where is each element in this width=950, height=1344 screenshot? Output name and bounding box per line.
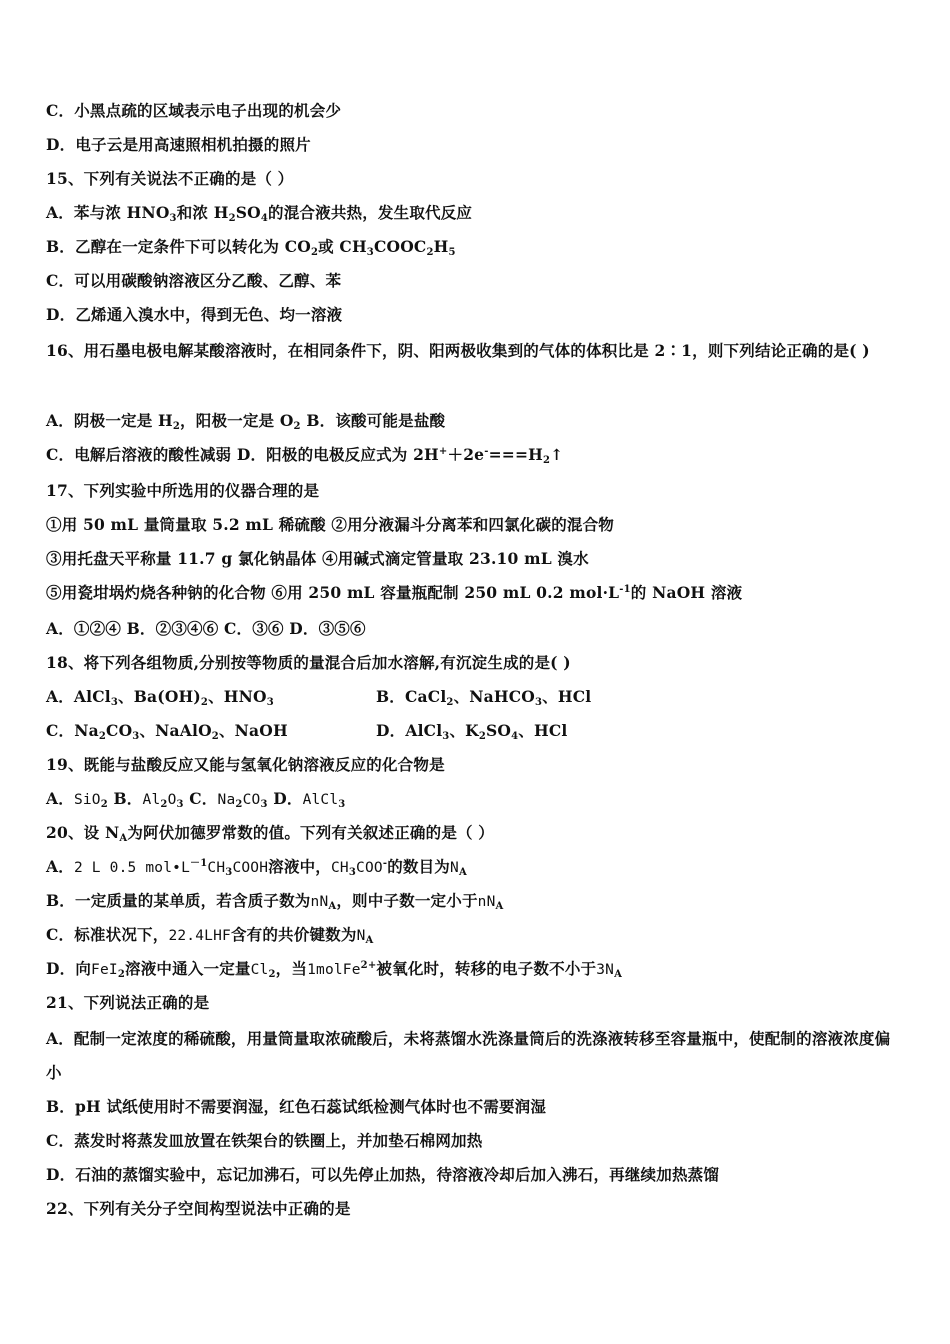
q17-items-5-6: ⑤用瓷坩埚灼烧各种钠的化合物 ⑥用 250 mL 容量瓶配制 250 mL 0.2 $mol\cdot L^{-1}$的 NaOH 溶液 — [46, 583, 743, 602]
q20-option-b: B．一定质量的某单质，若含质子数为$nN_A$，则中子数一定小于$nN_A$ — [46, 891, 504, 912]
q18-options-ab: A．AlCl$_3$、$Ba(OH)_2$、$HNO_3$ B．CaCl$_2$、NaHCO$_3$、HCl — [46, 687, 592, 708]
q17-items-3-4: ③用托盘天平称量 11.7 g 氯化钠晶体 ④用碱式滴定管量取 23.10 mL 溴水 — [46, 549, 589, 568]
q20-option-d: D．向FeI$_2$溶液中通入一定量$Cl_2$，当1molFe$^{2+}$被氧化时，转移的电子数不小于$3N_A$ — [46, 959, 623, 980]
option-c-q14: C．小黑点疏的区域表示电子出现的机会少 — [46, 101, 342, 120]
q15-option-d: D．乙烯通入溴水中，得到无色、均一溶液 — [46, 305, 343, 324]
q16-options-ab: A．阴极一定是 $H_2$，阳极一定是 $O_2$ B．该酸可能是盐酸 — [46, 411, 446, 432]
question-19: 19、既能与盐酸反应又能与氢氧化钠溶液反应的化合物是 — [46, 755, 445, 774]
q15-option-b: B．乙醇在一定条件下可以转化为 $CO_2$或 $CH_3COOC_2H_5$ — [46, 237, 456, 258]
question-15: 15、下列有关说法不正确的是（ ） — [46, 169, 294, 188]
question-16: 16、用石墨电极电解某酸溶液时，在相同条件下，阴、阳两极收集到的气体的体积比是 2∶1，则下列结论正确的是( ) — [46, 341, 870, 360]
q18-options-cd: C．$Na_2CO_3$、NaAlO$_2$、NaOH D．AlCl$_3$、$K_2SO_4$、HCl — [46, 721, 568, 742]
q16-options-cd: C．电解后溶液的酸性减弱 D．阳极的电极反应式为 $2H^++2e^-===H_2↑$ — [46, 445, 564, 466]
q15-option-c: C．可以用碳酸钠溶液区分乙酸、乙醇、苯 — [46, 271, 342, 290]
q15-option-a: A．苯与浓 $HNO_3$和浓 $H_2SO_4$的混合液共热，发生取代反应 — [46, 203, 473, 224]
q21-option-c: C．蒸发时将蒸发皿放置在铁架台的铁圈上，并加垫石棉网加热 — [46, 1131, 483, 1150]
q21-option-a: A．配制一定浓度的稀硫酸，用量筒量取浓硫酸后，未将蒸馏水洗涤量筒后的洗涤液转移至容量瓶中，使配制的溶液浓度偏小 — [46, 1029, 891, 1082]
q17-options: A．①②④ B．②③④⑥ C．③⑥ D．③⑤⑥ — [46, 619, 366, 638]
question-22: 22、下列有关分子空间构型说法中正确的是 — [46, 1199, 351, 1218]
q17-items-1-2: ①用 50 mL 量筒量取 5.2 mL 稀硫酸 ②用分液漏斗分离苯和四氯化碳的混合物 — [46, 515, 615, 534]
question-21: 21、下列说法正确的是 — [46, 993, 210, 1012]
option-d-q14: D．电子云是用高速照相机拍摄的照片 — [46, 135, 311, 154]
question-17: 17、下列实验中所选用的仪器合理的是 — [46, 481, 320, 500]
q21-option-b: B．pH 试纸使用时不需要润湿，红色石蕊试纸检测气体时也不需要润湿 — [46, 1097, 547, 1116]
q19-options: A．SiO$_2$ B．$Al_2O_3$ C．$Na_2CO_3$ D．AlCl$_3$ — [46, 789, 346, 810]
q20-option-c: C．标准状况下，22.4LHF含有的共价键数为$N_A$ — [46, 925, 374, 946]
question-20: 20、设 $N_A$为阿伏加德罗常数的值。下列有关叙述正确的是（ ） — [46, 823, 495, 844]
q20-option-a: A．2 L 0.5 $mol•L^{-1}CH_3COOH$溶液中，$CH_3COO^-$的数目为$N_A$ — [46, 857, 467, 878]
question-18: 18、将下列各组物质,分别按等物质的量混合后加水溶解,有沉淀生成的是( ) — [46, 653, 571, 672]
q21-option-d: D．石油的蒸馏实验中，忘记加沸石，可以先停止加热，待溶液冷却后加入沸石，再继续加热蒸馏 — [46, 1165, 720, 1184]
